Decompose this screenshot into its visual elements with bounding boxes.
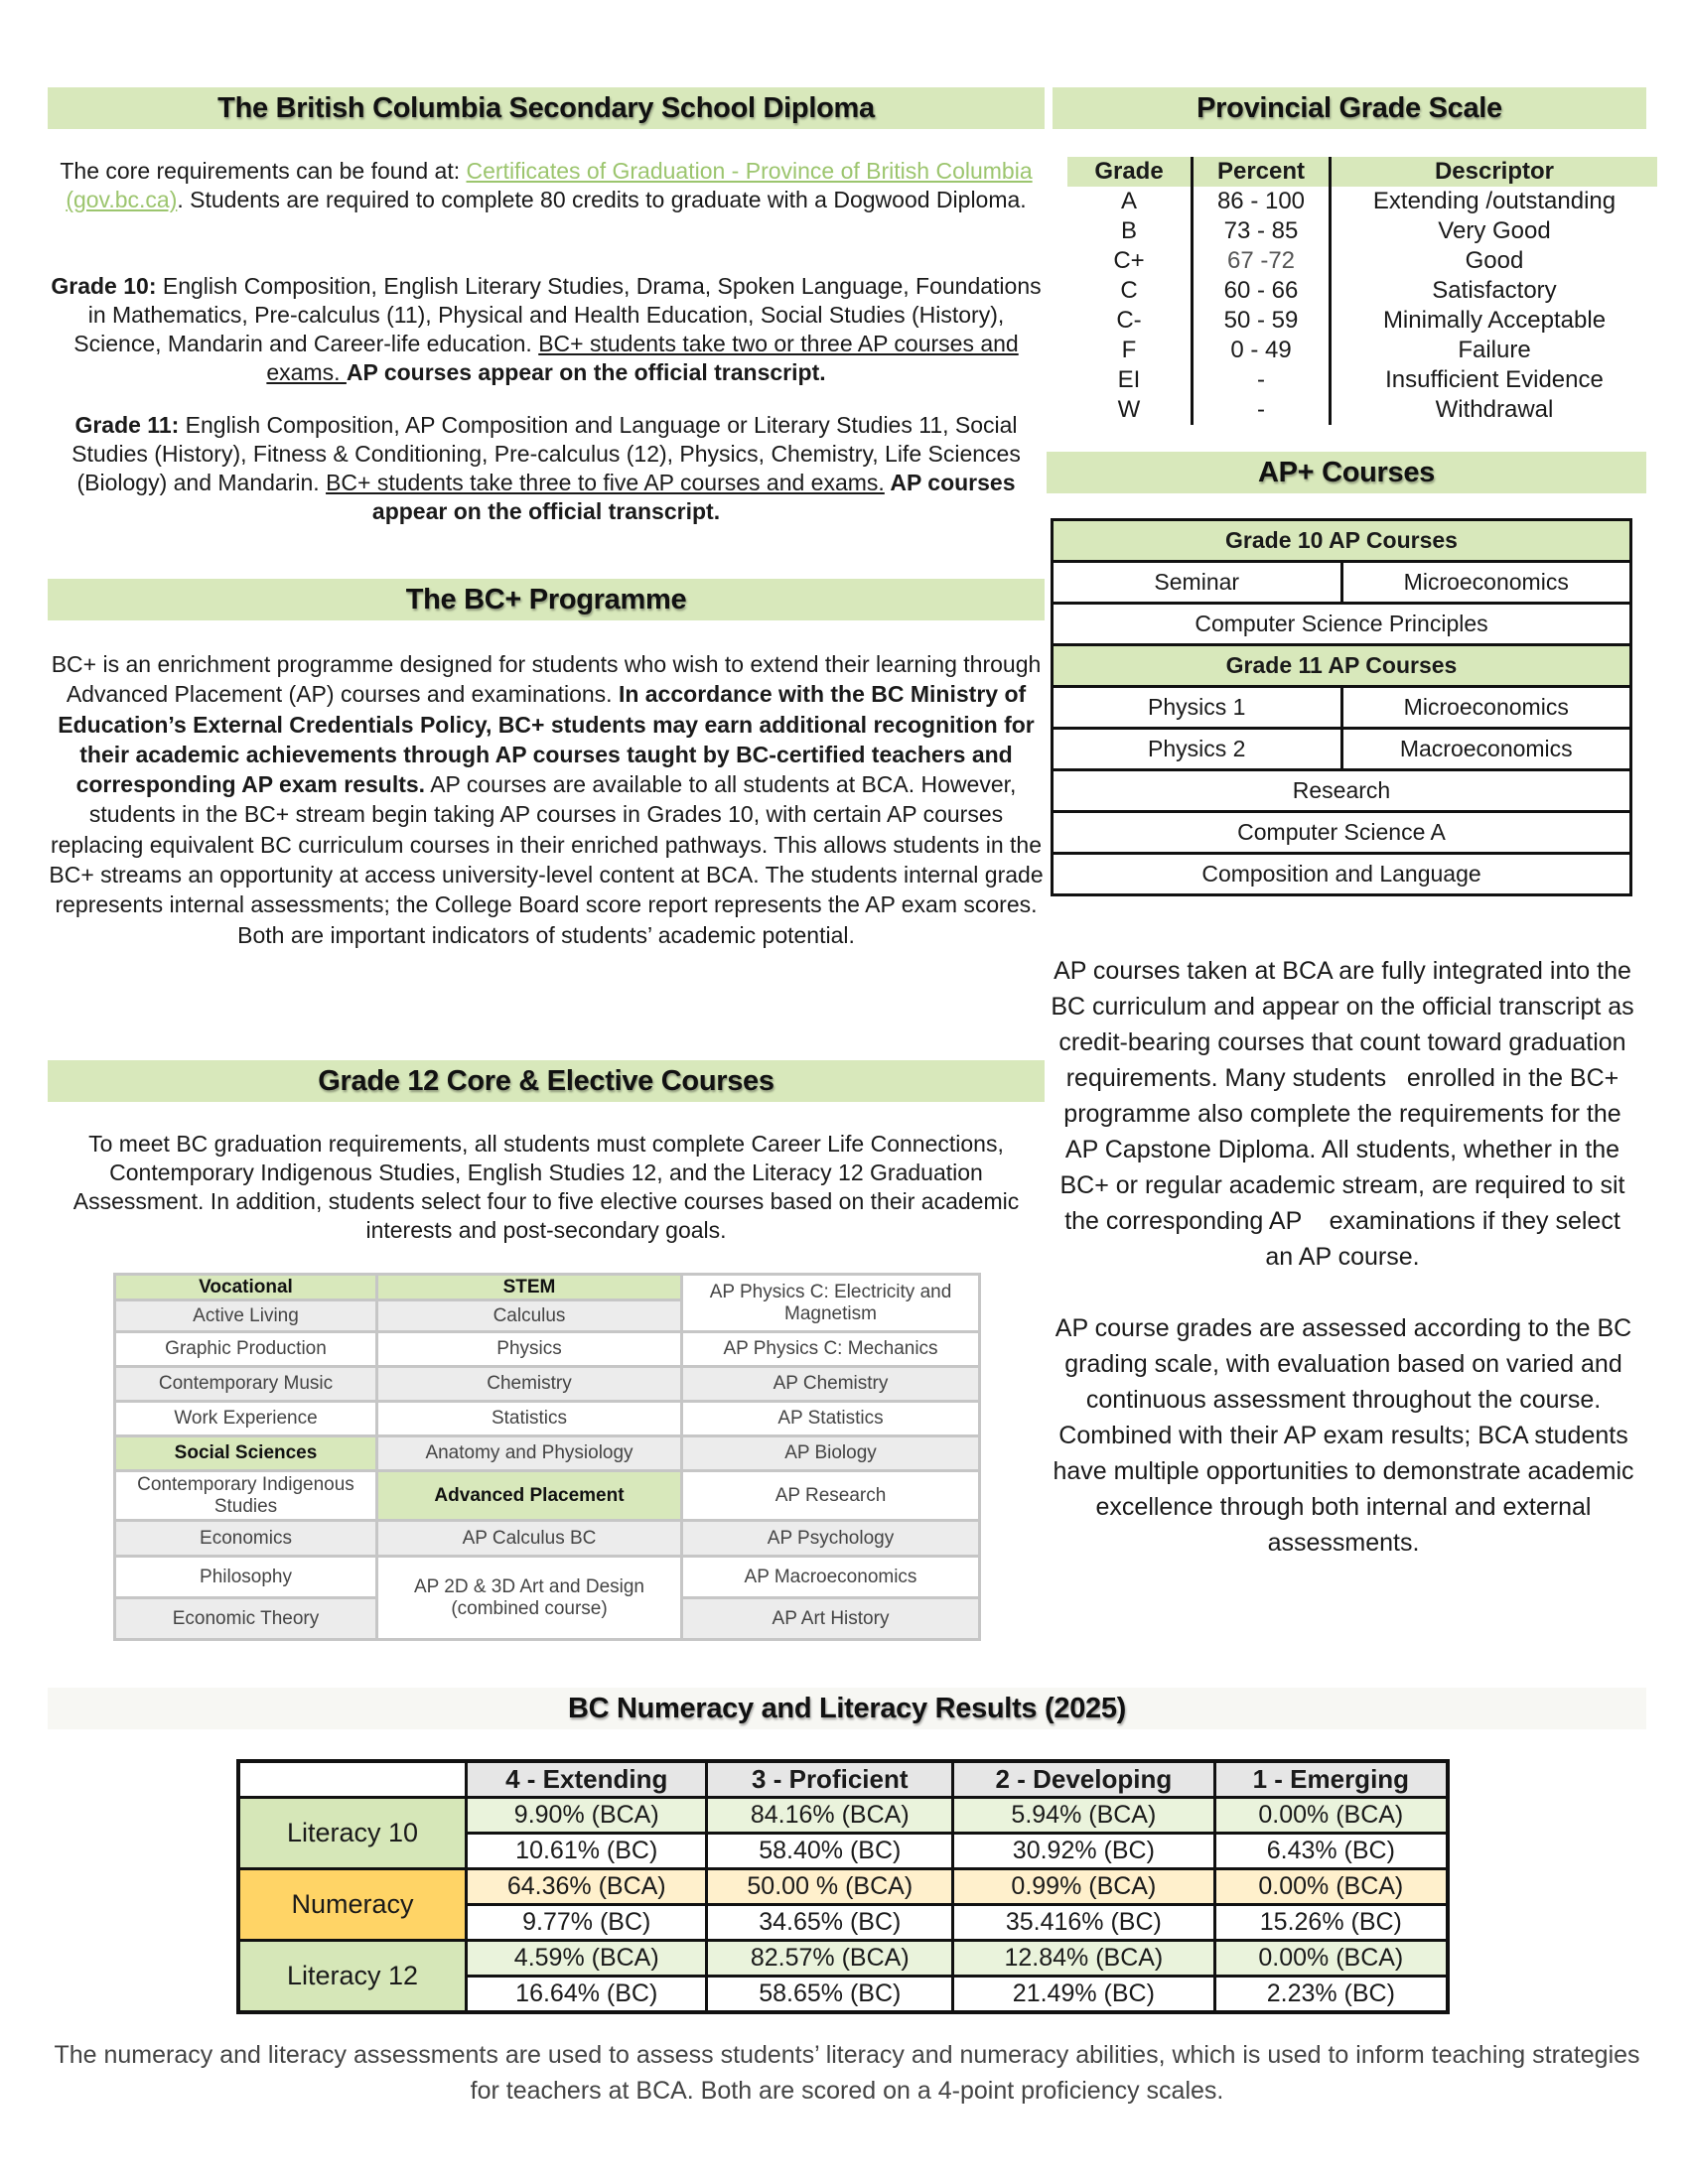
ap-courses-title: AP+ Courses	[1257, 457, 1436, 488]
results-header	[48, 1688, 1646, 1729]
grade10-ap-header: Grade 10 AP Courses	[1053, 520, 1631, 562]
elective-course: AP 2D & 3D Art and Design (combined course)	[377, 1557, 682, 1640]
percent: 50 - 59	[1193, 306, 1331, 336]
elective-course: Calculus	[377, 1300, 682, 1332]
descriptor: Withdrawal	[1435, 396, 1554, 423]
result-cell: 16.64% (BC)	[467, 1977, 707, 2013]
results-table	[236, 1759, 1450, 2014]
result-cell: 6.43% (BC)	[1214, 1834, 1448, 1869]
grade12-title: Grade 12 Core & Elective Courses	[318, 1065, 774, 1097]
grade10-underline: BC+ students take two or three AP courses and exams.	[266, 331, 1019, 385]
grade: W	[1067, 395, 1193, 425]
grade11-bold: AP courses appear on the official transcript.	[371, 470, 1016, 524]
elective-course: AP Research	[682, 1471, 980, 1521]
grade12-header	[48, 1060, 1045, 1102]
row-label-numeracy: Numeracy	[238, 1869, 467, 1941]
elective-course: AP Biology	[682, 1436, 980, 1471]
intro-suffix: . Students are required to complete 80 credits to graduate with a Dogwood Diploma.	[177, 187, 1027, 212]
ap-course: Physics 2	[1053, 729, 1342, 770]
stem-header: STEM	[377, 1275, 682, 1300]
elective-course: AP Calculus BC	[377, 1521, 682, 1557]
elective-course: Active Living	[115, 1300, 377, 1332]
elective-course: Statistics	[377, 1402, 682, 1436]
ap-courses-header	[1047, 452, 1646, 493]
descriptor: Satisfactory	[1432, 277, 1557, 304]
advanced-placement-header: Advanced Placement	[377, 1471, 682, 1521]
certificates-graduation-link[interactable]: Certificates of Graduation - Province of British Columbia (gov.bc.ca)	[66, 158, 1033, 212]
ap-course: Microeconomics	[1341, 687, 1631, 729]
result-cell: 64.36% (BCA)	[467, 1869, 707, 1905]
grade-scale-header	[1053, 87, 1646, 129]
col-proficient: 3 - Proficient	[707, 1761, 953, 1798]
ap-course: Seminar	[1053, 562, 1342, 604]
result-cell: 21.49% (BC)	[953, 1977, 1215, 2013]
grade10-text: English Composition, English Literary Studies, Drama, Spoken Language, Foundations in Mathematics, Pre-calculus (11), Physical and Health Education, Social Studies (History), Science, Mandarin and Career-life education.	[73, 273, 1042, 356]
results-footnote: The numeracy and literacy assessments are used to assess students’ literacy and numeracy abilities, which is used to inform teaching strategies for teachers at BCA. Both are scored on a 4-point proficiency scales.	[54, 2041, 1640, 2105]
diploma-header	[48, 87, 1045, 129]
col-developing: 2 - Developing	[953, 1761, 1215, 1798]
result-cell: 0.00% (BCA)	[1214, 1869, 1448, 1905]
elective-course: AP Macroeconomics	[682, 1557, 980, 1598]
grade-scale-title: Provincial Grade Scale	[1196, 92, 1502, 124]
grade10-requirements	[48, 272, 1045, 387]
grade: C-	[1067, 306, 1193, 336]
grade: F	[1067, 336, 1193, 365]
grade-scale-header-row	[1067, 157, 1657, 187]
grade11-underline: BC+ students take three to five AP courses and exams.	[326, 470, 885, 495]
elective-course: AP Art History	[682, 1598, 980, 1640]
descriptor: Very Good	[1438, 217, 1551, 244]
grade12-description: To meet BC graduation requirements, all students must complete Career Life Connections, Contemporary Indigenous Studies, English Studies 12, and the Literacy 12 Graduation Assessment. In addition, students select four to five elective courses based on their academic interests and post-secondary goals.	[72, 1131, 1020, 1243]
elective-course: Anatomy and Physiology	[377, 1436, 682, 1471]
elective-course: Contemporary Music	[115, 1367, 377, 1402]
row-label-literacy12: Literacy 12	[238, 1941, 467, 2013]
col-emerging: 1 - Emerging	[1214, 1761, 1448, 1798]
elective-course: AP Physics C: Electricity and Magnetism	[682, 1275, 980, 1332]
bcplus-text-1: BC+ is an enrichment programme designed for students who wish to extend their learning through Advanced Placement (AP) courses and examinations.	[51, 651, 1042, 708]
grade11-label: Grade 11:	[74, 412, 180, 438]
descriptor: Extending /outstanding	[1372, 188, 1617, 214]
table-row	[1067, 306, 1657, 336]
bcplus-description	[48, 649, 1045, 950]
result-cell: 0.00% (BCA)	[1214, 1798, 1448, 1834]
bcplus-header	[48, 579, 1045, 620]
percent: -	[1193, 365, 1331, 395]
table-row	[1067, 365, 1657, 395]
elective-course: Economic Theory	[115, 1598, 377, 1640]
result-cell: 15.26% (BC)	[1214, 1905, 1448, 1941]
result-cell: 4.59% (BCA)	[467, 1941, 707, 1977]
vocational-header: Vocational	[115, 1275, 377, 1300]
elective-course: AP Chemistry	[682, 1367, 980, 1402]
table-row	[1067, 395, 1657, 425]
percent: 60 - 66	[1193, 276, 1331, 306]
percent: -	[1193, 395, 1331, 425]
elective-course: Physics	[377, 1332, 682, 1367]
ap-course: Computer Science Principles	[1053, 604, 1631, 645]
grade10-label: Grade 10:	[51, 273, 157, 299]
elective-course: Work Experience	[115, 1402, 377, 1436]
percent: 67 -72	[1193, 246, 1331, 276]
table-row	[1067, 336, 1657, 365]
bcplus-text-2: AP courses are available to all students at BCA. However, students in the BC+ stream begin taking AP courses in Grades 10, with certain AP courses replacing equivalent BC curriculum courses in their enriched pathways. This allows students in the BC+ streams an opportunity at access university-level content at BCA. The students internal grade represents internal assessments; the College Board score report represents the AP exam scores. Both are important indicators of students’ academic potential.	[49, 771, 1044, 948]
percent: 0 - 49	[1193, 336, 1331, 365]
col-descriptor: Descriptor	[1331, 157, 1658, 187]
grade10-bold: AP courses appear on the official transcript.	[346, 359, 826, 385]
elective-course: Graphic Production	[115, 1332, 377, 1367]
result-cell: 82.57% (BCA)	[707, 1941, 953, 1977]
table-row	[1067, 187, 1657, 216]
result-cell: 30.92% (BC)	[953, 1834, 1215, 1869]
bcplus-title: The BC+ Programme	[405, 584, 687, 615]
result-cell: 5.94% (BCA)	[953, 1798, 1215, 1834]
grade11-requirements	[48, 411, 1045, 526]
table-row	[1067, 276, 1657, 306]
ap-course: Microeconomics	[1341, 562, 1631, 604]
col-percent: Percent	[1193, 157, 1331, 187]
diploma-intro	[48, 157, 1045, 214]
elective-course: Philosophy	[115, 1557, 377, 1598]
descriptor: Good	[1465, 247, 1524, 274]
percent: 73 - 85	[1193, 216, 1331, 246]
grade: A	[1067, 187, 1193, 216]
ap-course: Macroeconomics	[1341, 729, 1631, 770]
table-row	[1067, 246, 1657, 276]
percent: 86 - 100	[1193, 187, 1331, 216]
descriptor: Minimally Acceptable	[1382, 307, 1607, 334]
result-cell: 12.84% (BCA)	[953, 1941, 1215, 1977]
result-cell: 9.77% (BC)	[467, 1905, 707, 1941]
result-cell: 34.65% (BC)	[707, 1905, 953, 1941]
elective-course: AP Statistics	[682, 1402, 980, 1436]
social-sciences-header: Social Sciences	[115, 1436, 377, 1471]
intro-prefix: The core requirements can be found at:	[60, 158, 467, 184]
result-cell: 58.65% (BC)	[707, 1977, 953, 2013]
grade11-text: English Composition, AP Composition and Language or Literary Studies 11, Social Studies (History), Fitness & Conditioning, Pre-calculus (12), Physics, Chemistry, Life Sciences (Biology) and Mandarin.	[71, 412, 1021, 495]
ap-course: Physics 1	[1053, 687, 1342, 729]
elective-course: Contemporary Indigenous Studies	[115, 1471, 377, 1521]
grade11-ap-header: Grade 11 AP Courses	[1053, 645, 1631, 687]
elective-course: Economics	[115, 1521, 377, 1557]
grade-scale-table	[1067, 157, 1657, 425]
ap-description-1: AP courses taken at BCA are fully integrated into the BC curriculum and appear on the official transcript as credit-bearing courses that count toward graduation requirements. Many students enrolled in the BC+ programme also complete the requirements for the AP Capstone Diploma. All students, whether in the BC+ or regular academic stream, are required to sit the corresponding AP examinations if they select an AP course.	[1051, 957, 1641, 1271]
ap-courses-table	[1051, 518, 1632, 896]
result-cell: 58.40% (BC)	[707, 1834, 953, 1869]
col-extending: 4 - Extending	[467, 1761, 707, 1798]
grade: C	[1067, 276, 1193, 306]
ap-course: Research	[1053, 770, 1631, 812]
elective-course: AP Physics C: Mechanics	[682, 1332, 980, 1367]
table-row	[1067, 216, 1657, 246]
result-cell: 0.00% (BCA)	[1214, 1941, 1448, 1977]
result-cell: 0.99% (BCA)	[953, 1869, 1215, 1905]
results-title: BC Numeracy and Literacy Results (2025)	[567, 1693, 1127, 1724]
corner-cell	[238, 1761, 467, 1798]
grade: EI	[1067, 365, 1193, 395]
descriptor: Insufficient Evidence	[1385, 366, 1604, 393]
electives-table	[113, 1273, 981, 1641]
result-cell: 50.00 % (BCA)	[707, 1869, 953, 1905]
col-grade: Grade	[1067, 157, 1193, 187]
result-cell: 35.416% (BC)	[953, 1905, 1215, 1941]
result-cell: 84.16% (BCA)	[707, 1798, 953, 1834]
diploma-title: The British Columbia Secondary School Diploma	[217, 92, 875, 124]
row-label-literacy10: Literacy 10	[238, 1798, 467, 1869]
ap-description-2: AP course grades are assessed according to the BC grading scale, with evaluation based on varied and continuous assessment throughout the course. Combined with their AP exam results; BCA students have multiple opportunities to demonstrate academic excellence through both internal and external assessments.	[1053, 1314, 1634, 1557]
ap-course: Computer Science A	[1053, 812, 1631, 854]
result-cell: 10.61% (BC)	[467, 1834, 707, 1869]
result-cell: 9.90% (BCA)	[467, 1798, 707, 1834]
elective-course: Chemistry	[377, 1367, 682, 1402]
grade: B	[1067, 216, 1193, 246]
grade: C+	[1067, 246, 1193, 276]
descriptor: Failure	[1458, 337, 1531, 363]
ap-course: Composition and Language	[1053, 854, 1631, 895]
result-cell: 2.23% (BC)	[1214, 1977, 1448, 2013]
elective-course: AP Psychology	[682, 1521, 980, 1557]
bcplus-text-bold: In accordance with the BC Ministry of Education’s External Credentials Policy, BC+ students may earn additional recognition for their academic achievements through AP courses taught by BC-certified teachers and corresponding AP exam results.	[58, 681, 1035, 798]
